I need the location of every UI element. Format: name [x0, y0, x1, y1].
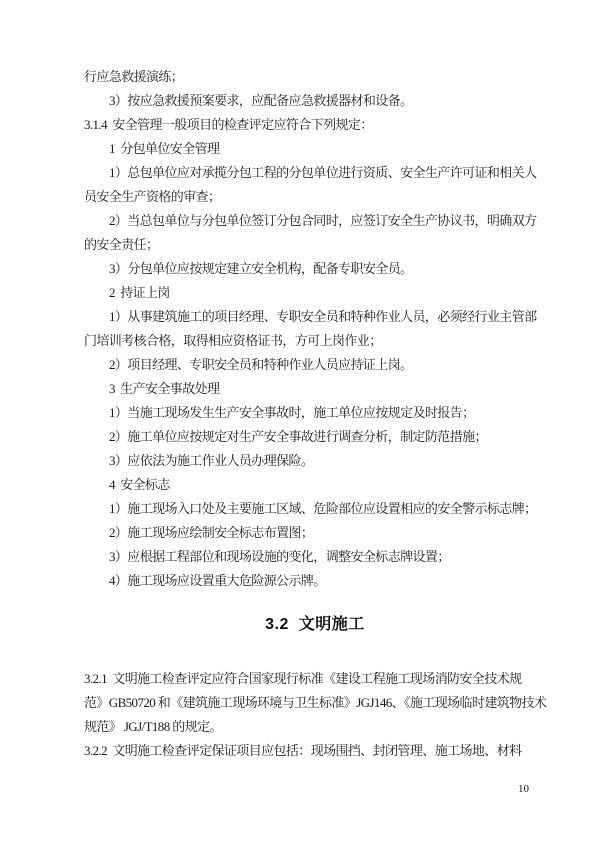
- text-line: 2 持证上岗: [109, 285, 170, 300]
- clause-line: 3.2.2 文明施工检查评定保证项目应包括：现场围挡、封闭管理、施工场地、材料: [84, 743, 522, 758]
- text-line: 门培训考核合格，取得相应资格证书，方可上岗作业；: [84, 333, 382, 348]
- text-line: 范》GB50720 和《建筑施工现场环境与卫生标准》JGJ146、《施工现场临时建筑物技术: [84, 695, 547, 710]
- text-line: 4）施工现场应设置重大危险源公示牌。: [109, 573, 326, 588]
- text-line: 员安全生产资格的审查；: [84, 189, 221, 204]
- text-line: 3 生产安全事故处理: [109, 381, 220, 396]
- text-line: 1）从事建筑施工的项目经理、专职安全员和特种作业人员，必须经行业主管部: [109, 309, 537, 324]
- text-line: 的安全责任；: [84, 237, 159, 252]
- text-line: 行应急救援演练；: [84, 69, 184, 84]
- text-line: 1 分包单位安全管理: [109, 141, 220, 156]
- text-line: 3）应根据工程部位和现场设施的变化，调整安全标志牌设置；: [109, 549, 450, 564]
- clause-line: 3.1.4 安全管理一般项目的检查评定应符合下列规定：: [84, 117, 373, 132]
- text-line: 2）项目经理、专职安全员和特种作业人员应持证上岗。: [109, 357, 413, 372]
- text-line: 规范》 JGJ/T188 的规定。: [84, 719, 222, 734]
- section-heading: 3.2 文明施工: [265, 616, 365, 633]
- page-number: 10: [518, 783, 529, 795]
- text-line: 4 安全标志: [109, 477, 170, 492]
- text-line: 2）当总包单位与分包单位签订分包合同时，应签订安全生产协议书，明确双方: [109, 213, 537, 228]
- text-line: 1）施工现场入口处及主要施工区域、危险部位应设置相应的安全警示标志牌；: [109, 501, 537, 516]
- text-line: 1）当施工现场发生生产安全事故时，施工单位应按规定及时报告；: [109, 405, 475, 420]
- text-line: 3）分包单位应按规定建立安全机构，配备专职安全员。: [109, 261, 413, 276]
- text-line: 1）总包单位应对承揽分包工程的分包单位进行资质、安全生产许可证和相关人: [109, 165, 537, 180]
- text-line: 2）施工单位应按规定对生产安全事故进行调查分析，制定防范措施；: [109, 429, 487, 444]
- document-body: [84, 65, 546, 763]
- text-line: 3）应依法为施工作业人员办理保险。: [109, 453, 314, 468]
- text-line: 3）按应急救援预案要求，应配备应急救援器材和设备。: [109, 93, 413, 108]
- text-line: 2）施工现场应绘制安全标志布置图；: [109, 525, 314, 540]
- clause-line: 3.2.1 文明施工检查评定应符合国家现行标准《建设工程施工现场消防安全技术规: [84, 671, 522, 686]
